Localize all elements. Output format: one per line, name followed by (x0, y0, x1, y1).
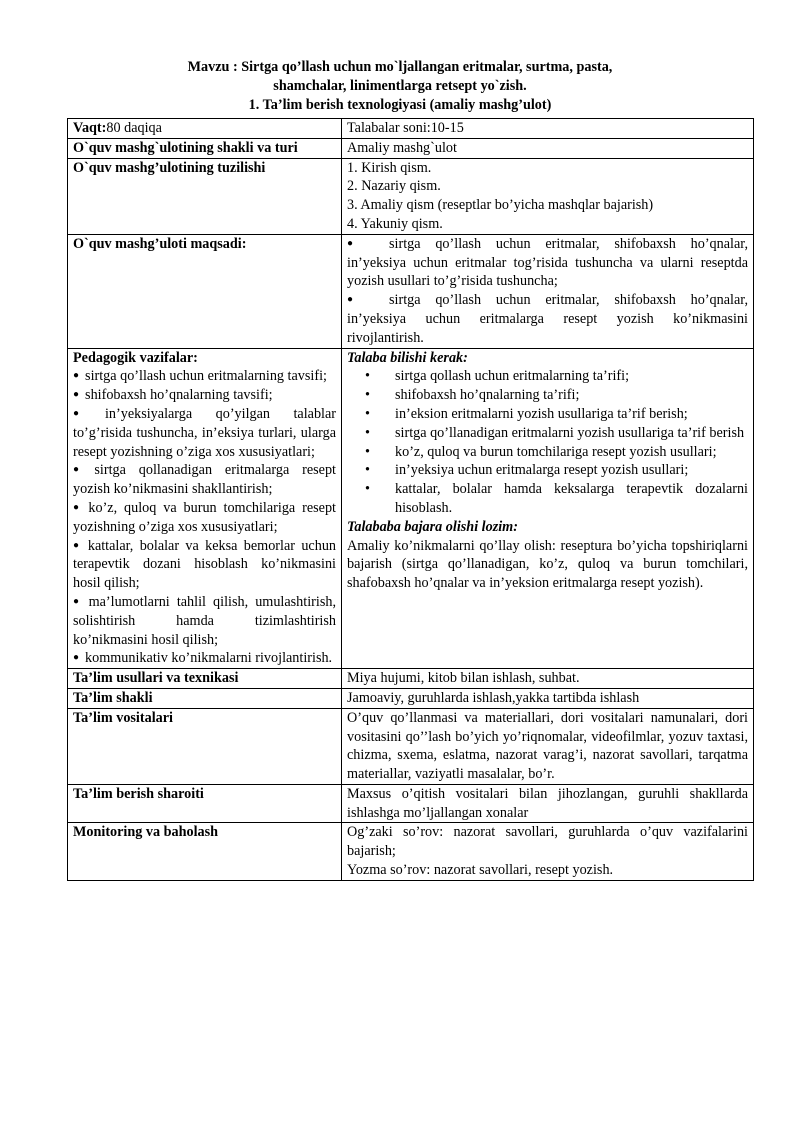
bullet-icon: ● (73, 652, 80, 664)
bullet-icon: ● (73, 595, 83, 607)
pedagogical-item: ● ko’z, quloq va burun tomchilariga resept yozishning o’ziga xos xususiyatlari; (73, 499, 336, 535)
row-time (68, 119, 754, 139)
pedagogical-item: ● ma’lumotlarni tahlil qilish, umulashtirish, solishtirish hamda tizimlashtirish ko’nikmasini hosil qilish; (73, 593, 336, 648)
conditions-label: Ta’lim berish sharoiti (68, 784, 342, 823)
goal-label: O`quv mashg’uloti maqsadi: (68, 234, 342, 348)
bullet-icon: ● (73, 501, 83, 513)
time-cell (68, 119, 342, 139)
student-outcomes (342, 348, 754, 669)
row-tools (68, 708, 754, 784)
must-know-item: • ko’z, quloq va burun tomchilariga resept yozish usullari; (365, 443, 748, 462)
must-know-item: • kattalar, bolalar hamda keksalarga terapevtik dozalarni hisoblash. (365, 480, 748, 518)
document-title (140, 58, 660, 115)
structure-item: 1. Kirish qism. (347, 159, 432, 176)
bullet-icon: ● (73, 464, 89, 476)
must-know-list (347, 367, 748, 517)
structure-list (342, 158, 754, 234)
teaching-form-value: Jamoaviy, guruhlarda ishlash,yakka tartibda ishlash (342, 688, 754, 708)
must-do-label: Talababa bajara olishi lozim: (347, 518, 518, 535)
must-know-item: • shifobaxsh ho’qnalarning ta’rifi; (365, 386, 748, 405)
structure-item: 2. Nazariy qism. (347, 178, 441, 195)
methods-value: Miya hujumi, kitob bilan ishlash, suhbat. (342, 669, 754, 689)
tools-label: Ta’lim vositalari (68, 708, 342, 784)
lesson-plan-table (67, 118, 754, 881)
bullet-icon: ● (73, 389, 80, 401)
bullet-icon: ● (347, 294, 354, 306)
time-value: 80 daqiqa (106, 120, 162, 136)
tools-value: O’quv qo’llanmasi va materiallari, dori vositalari namunalari, dori vositasini qo’’lash bo’yich yo’riqnomalar, videofilmlar, yozuv taxtasi, chizma, sxema, eslatma, nazorat varag’i, nazorat savollari, tarqatma materiallar, vaziyatli masalalar, bo’r. (342, 708, 754, 784)
row-form (68, 138, 754, 158)
form-value: Amaliy mashg`ulot (342, 138, 754, 158)
must-do-text: Amaliy ko’nikmalarni qo’llay olish: reseptura bo’yicha topshiriqlarni bajarish (sirtga qo’llanadigan, ko’z, quloq va burun tomchilari, shafobaxsh ho’qnalar va in’yeksion eritmalarga resept yozish). (347, 537, 748, 592)
row-tasks (68, 348, 754, 669)
form-label: O`quv mashg`ulotining shakli va turi (68, 138, 342, 158)
monitoring-label: Monitoring va baholash (68, 823, 342, 880)
structure-label: O`quv mashg’ulotining tuzilishi (68, 158, 342, 234)
bullet-icon: ● (347, 237, 354, 249)
monitoring-written: Yozma so’rov: nazorat savollari, resept yozish. (347, 862, 614, 879)
row-conditions (68, 784, 754, 823)
goal-list (342, 234, 754, 348)
title-line-2: shamchalar, linimentlarga retsept yo`zish. (273, 78, 527, 94)
row-methods (68, 669, 754, 689)
pedagogical-item: ● sirtga qollanadigan eritmalarga resept yozish ko’nikmasini shakllantirish; (73, 462, 336, 498)
methods-label: Ta’lim usullari va texnikasi (68, 669, 342, 689)
students-count: Talabalar soni:10-15 (342, 119, 754, 139)
title-line-3: 1. Ta’lim berish texnologiyasi (amaliy mashg’ulot) (248, 97, 552, 113)
goal-item: ● sirtga qo’llash uchun eritmalar, shifobaxsh ho’qnalar, in’yeksiya uchun eritmalarga resept yozish ko’nikmasini rivojlantirish. (347, 292, 748, 346)
bullet-icon: ● (73, 407, 99, 419)
pedagogical-item: ● kattalar, bolalar va keksa bemorlar uchun terapevtik dozani hisoblash ko’nikmasini hosil qilish; (73, 537, 337, 592)
row-structure (68, 158, 754, 234)
goal-item: ● sirtga qo’llash uchun eritmalar, shifobaxsh ho’qnalar, in’yeksiya uchun eritmalar tog’risida tushuncha va ularni reseptda yozish usullari to’g’risida tushuncha; (347, 235, 748, 290)
pedagogical-label: Pedagogik vazifalar: (73, 349, 198, 366)
must-know-item: • sirtga qo’llanadigan eritmalarni yozish usullariga ta’rif berish (365, 424, 748, 443)
pedagogical-item: ● sirtga qo’llash uchun eritmalarning tavsifi; (73, 368, 327, 385)
must-know-item: • in’yeksiya uchun eritmalarga resept yozish usullari; (365, 461, 748, 480)
pedagogical-item: ● in’yeksiyalarga qo’yilgan talablar to’g’risida tushuncha, in’eksiya turlari, ularga resept yozishning o’ziga xos xususiyatlari; (73, 405, 337, 460)
monitoring-value (342, 823, 754, 880)
bullet-icon: ● (73, 539, 82, 551)
conditions-value: Maxsus o’qitish vositalari bilan jihozlangan, guruhli shakllarda ishlashga mo’ljallangan xonalar (342, 784, 754, 823)
pedagogical-tasks (68, 348, 342, 669)
must-know-label: Talaba bilishi kerak: (347, 349, 468, 366)
row-teaching-form (68, 688, 754, 708)
time-label: Vaqt: (73, 120, 107, 136)
pedagogical-item: ● shifobaxsh ho’qnalarning tavsifi; (73, 387, 273, 404)
structure-item: 4. Yakuniy qism. (347, 215, 443, 232)
pedagogical-item: ● kommunikativ ko’nikmalarni rivojlantirish. (73, 650, 333, 667)
must-know-item: • sirtga qollash uchun eritmalarning ta’rifi; (365, 367, 748, 386)
bullet-icon: ● (73, 370, 80, 382)
monitoring-oral: Og’zaki so’rov: nazorat savollari, guruhlarda o’quv vazifalarini bajarish; (347, 824, 748, 860)
must-know-item: • in’eksion eritmalarni yozish usullariga ta’rif berish; (365, 405, 748, 424)
row-monitoring (68, 823, 754, 880)
structure-item: 3. Amaliy qism (reseptlar bo’yicha mashqlar bajarish) (347, 197, 654, 214)
row-goal (68, 234, 754, 348)
title-line-1: Mavzu : Sirtga qo’llash uchun mo`ljallangan eritmalar, surtma, pasta, (187, 59, 613, 75)
teaching-form-label: Ta’lim shakli (68, 688, 342, 708)
